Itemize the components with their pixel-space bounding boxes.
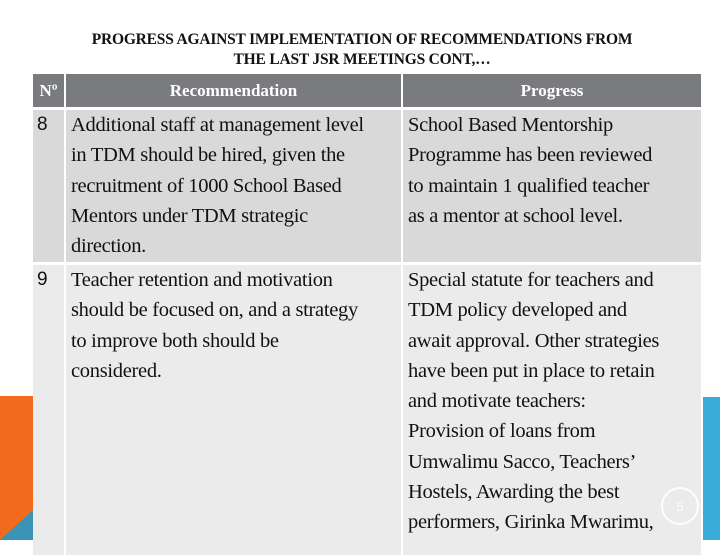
table-row (33, 110, 701, 262)
title-line-1: PROGRESS AGAINST IMPLEMENTATION OF RECOMMENDATIONS FROM (91, 31, 633, 48)
text-line: Mentors under TDM strategic (71, 204, 308, 227)
header-progress: Progress (403, 74, 701, 107)
text-line: recruitment of 1000 School Based (71, 174, 342, 197)
text-line: Umwalimu Sacco, Teachers’ (408, 450, 637, 473)
text-line: should be focused on, and a strategy (71, 299, 358, 322)
title-line-2: THE LAST JSR MEETINGS CONT,… (233, 51, 491, 68)
row-number: 9 (33, 265, 64, 555)
text-line: Provision of loans from (408, 420, 596, 443)
recommendations-table (31, 71, 703, 558)
recommendation-cell (66, 265, 401, 555)
text-line: to improve both should be (71, 329, 279, 352)
page-number-badge: 5 (661, 487, 699, 525)
text-line: Additional staff at management level (71, 114, 364, 136)
text-line: Hostels, Awarding the best (408, 481, 620, 504)
text-line: and motivate teachers: (408, 390, 586, 413)
text-line: have been put in place to retain (408, 359, 655, 382)
text-line: Teacher retention and motivation (71, 269, 333, 291)
recommendation-cell (66, 110, 401, 262)
text-line: considered. (71, 359, 162, 382)
table-header-row (33, 74, 701, 107)
text-line: as a mentor at school level. (408, 204, 623, 227)
text-line: await approval. Other strategies (408, 329, 660, 352)
progress-cell (403, 265, 701, 555)
table-row (33, 265, 701, 555)
text-line: direction. (71, 235, 146, 258)
text-line: School Based Mentorship (408, 114, 613, 136)
text-line: performers, Girinka Mwarimu, (408, 511, 654, 534)
progress-cell (403, 110, 701, 262)
slide-title (0, 30, 720, 70)
text-line: TDM policy developed and (408, 299, 627, 322)
header-recommendation: Recommendation (66, 74, 401, 107)
text-line: Special statute for teachers and (408, 269, 654, 291)
text-line: in TDM should be hired, given the (71, 144, 345, 167)
blue-accent-bar (703, 397, 720, 540)
text-line: to maintain 1 qualified teacher (408, 174, 650, 197)
row-number: 8 (33, 110, 64, 262)
header-no: Nº (33, 74, 64, 107)
text-line: Programme has been reviewed (408, 144, 653, 167)
